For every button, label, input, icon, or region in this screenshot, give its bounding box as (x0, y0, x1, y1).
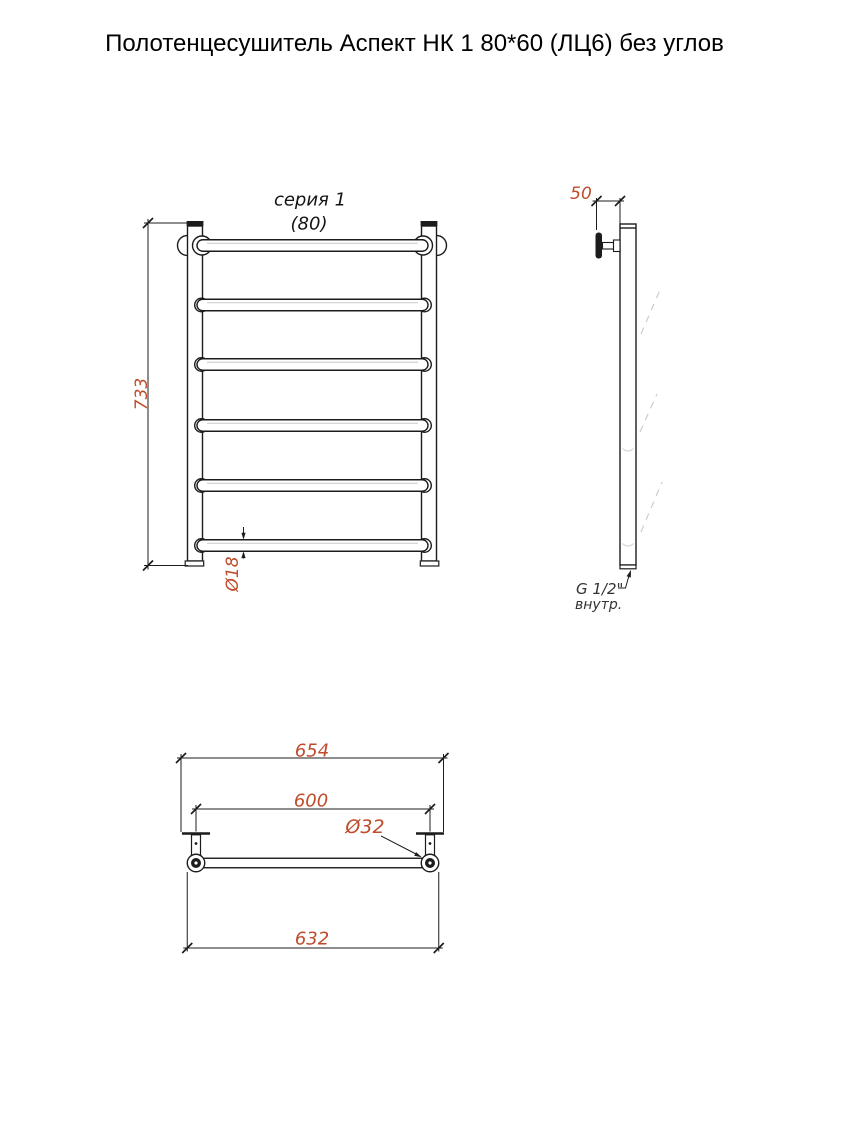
post-right (422, 226, 437, 561)
page-title: Полотенцесушитель Аспект НК 1 80*60 (ЛЦ6) без углов (105, 30, 724, 57)
post-section-left (187, 854, 205, 872)
size-label: (80) (290, 213, 328, 235)
stem-screw-right (429, 842, 432, 845)
thread-size-text: G 1/2" (576, 580, 624, 598)
post-foot-right (420, 561, 439, 566)
stem-screw-left (195, 842, 198, 845)
bracket-collar (614, 240, 621, 252)
rung-diameter-text: Ø18 (223, 556, 243, 592)
rung-4 (197, 420, 428, 432)
rung-6 (197, 540, 428, 552)
rung-1 (197, 240, 428, 252)
post-top-cap-left (187, 221, 204, 226)
post-section-right (421, 854, 439, 872)
rung-5 (197, 480, 428, 492)
side-post-bottom-fitting (620, 565, 636, 569)
bracket-arm (603, 243, 614, 250)
overall-width-text: 654 (294, 740, 330, 762)
rail-outer-width-text: 632 (294, 928, 330, 950)
post-diameter-leader (381, 836, 422, 857)
rung-highlights (207, 243, 418, 543)
post-left (188, 226, 203, 561)
post-top-cap-right (421, 221, 438, 226)
side-view (592, 196, 663, 588)
rung-3 (197, 359, 428, 371)
height-dimension-text: 733 (132, 377, 152, 411)
front-view (143, 218, 447, 571)
top-view (176, 753, 449, 953)
rung-end-fittings (193, 236, 433, 552)
wall-plate-disc (596, 233, 603, 259)
bracket-spacing-text: 600 (293, 790, 329, 812)
rungs (197, 240, 428, 552)
top-collector-tube (196, 858, 430, 868)
post-diameter-text: Ø32 (345, 816, 385, 838)
bracket-stem-right (426, 835, 435, 856)
thread-type-text: внутр. (575, 597, 623, 613)
series-label: серия 1 (273, 189, 347, 211)
side-post-tube (620, 224, 636, 565)
bracket-stem-left (192, 835, 201, 856)
depth-dimension-text: 50 (570, 184, 592, 204)
reflection-dashes (640, 290, 662, 532)
rung-2 (197, 299, 428, 311)
